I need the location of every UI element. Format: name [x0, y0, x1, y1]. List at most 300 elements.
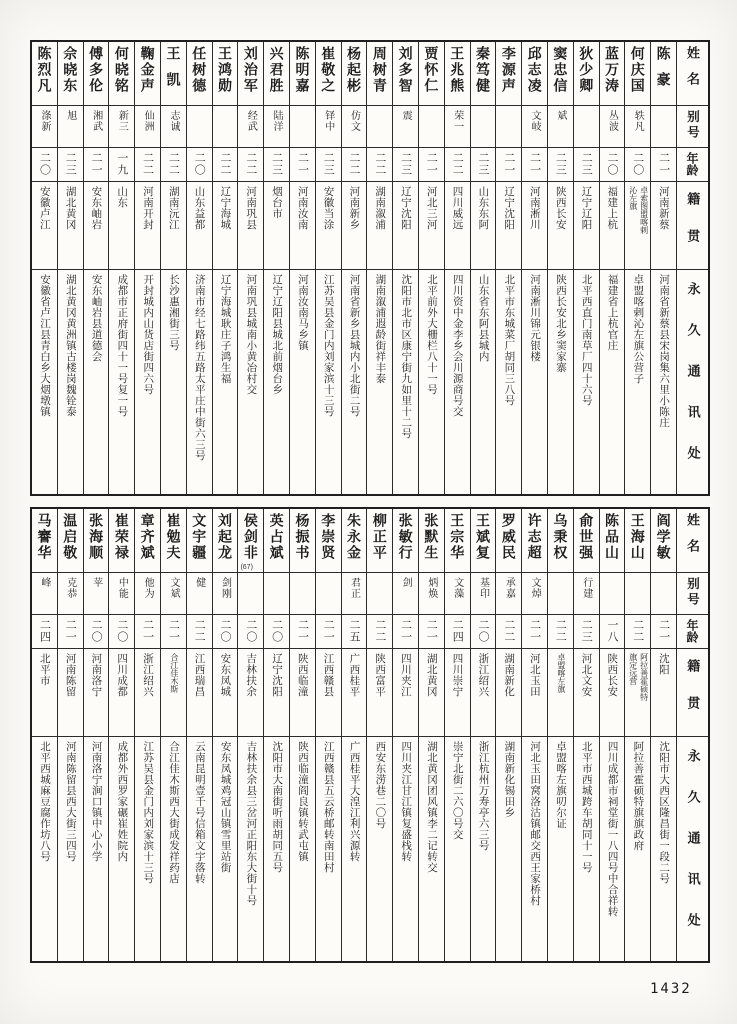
header-alias-text: 别号: [685, 577, 700, 608]
entry-column: [108, 42, 134, 494]
entry-address-text: 北平市西城跨车胡同十一号: [580, 741, 593, 873]
header-name-text: 姓名: [685, 513, 700, 565]
entry-address: [238, 270, 263, 494]
header-name-text: 姓名: [685, 46, 700, 98]
entry-address: [600, 737, 625, 961]
entry-origin: [393, 182, 418, 270]
entry-age-text: 二〇: [631, 152, 644, 176]
entry-address: [84, 270, 109, 494]
entry-origin: [58, 182, 83, 270]
entry-address-text: 云南昆明壹千号信箱文宇落转: [193, 741, 206, 884]
entry-origin-text: 陕西富平: [374, 653, 387, 697]
entry-origin-text: 沈阳: [657, 653, 670, 675]
entry-name-text: 狄少卿: [578, 46, 595, 94]
entry-origin-text: 山东益都: [193, 186, 206, 230]
entry-age: [522, 148, 547, 182]
entry-alias: [548, 106, 573, 148]
entry-alias-text: 湘武: [90, 110, 102, 132]
header-age-text: 年龄: [685, 152, 699, 176]
entry-name: [238, 42, 263, 106]
entry-alias: [342, 573, 367, 615]
entry-alias: [187, 106, 212, 148]
entry-origin-text: 湖北黄冈: [64, 186, 77, 230]
header-address-text: 永久通讯处: [685, 749, 701, 954]
entry-name: [419, 42, 444, 106]
entry-name-text: 贾怀仁: [423, 46, 440, 94]
entry-name: [135, 509, 160, 573]
entry-note: (67): [240, 564, 253, 571]
entry-column: [108, 509, 134, 961]
entry-origin-text: 河南汝南: [296, 186, 309, 230]
entry-name: [548, 42, 573, 106]
entry-origin: [522, 649, 547, 737]
entry-column: [57, 42, 83, 494]
entry-origin: [264, 182, 289, 270]
entry-address: [58, 270, 83, 494]
entry-name-text: 王鸿勋: [217, 46, 234, 94]
entry-age-text: 一九: [115, 152, 128, 176]
entry-alias: [393, 573, 418, 615]
entry-alias: [161, 573, 186, 615]
entry-origin-text: 卓盟喀左旗: [556, 653, 566, 693]
header-origin-text: 籍贯: [685, 659, 701, 733]
entry-age: [187, 148, 212, 182]
entry-age: [290, 615, 315, 649]
entry-alias: [187, 573, 212, 615]
entry-age: [161, 148, 186, 182]
entry-alias: [290, 573, 315, 615]
entry-name-text: 陈豪: [655, 46, 672, 98]
entry-age-text: 二一: [296, 152, 309, 176]
entry-address-text: 崇宁北街二六〇号交: [451, 741, 464, 840]
entry-alias-text: 基印: [477, 577, 489, 599]
entry-origin-text: 河北文安: [580, 653, 593, 697]
entry-origin-text: 福建上杭: [606, 186, 619, 230]
entry-origin-text: 四川成都: [116, 653, 129, 697]
entry-name: [471, 42, 496, 106]
entry-age: [238, 148, 263, 182]
header-address: [677, 270, 708, 494]
entry-column: [315, 42, 341, 494]
entry-origin-text: 安徽卢江: [38, 186, 51, 230]
entry-address: [109, 737, 134, 961]
entry-name-text: 刘多智: [397, 46, 414, 94]
entry-alias: [161, 106, 186, 148]
header-origin: [677, 649, 708, 737]
entry-origin-text: 浙江绍兴: [477, 653, 490, 697]
entry-age-text: 二三: [322, 152, 335, 176]
entry-age: [342, 148, 367, 182]
entry-origin: [471, 182, 496, 270]
entry-age: [600, 148, 625, 182]
entry-address-text: 河南淅川锦元银楼: [529, 274, 542, 362]
entry-origin-text: 河北玉田: [528, 653, 541, 697]
entry-name: [32, 509, 57, 573]
entry-alias: [496, 573, 521, 615]
entry-address: [135, 737, 160, 961]
header-alias: [677, 573, 708, 615]
entry-column: [495, 42, 521, 494]
entry-alias: [419, 573, 444, 615]
entry-origin-text: 陕西临潼: [296, 653, 309, 697]
entry-alias: [445, 106, 470, 148]
entry-address: [548, 270, 573, 494]
entry-alias: [32, 573, 57, 615]
entry-name: [316, 509, 341, 573]
entry-column: [521, 509, 547, 961]
entry-address-text: 吉林扶余县三岔河正阳东大街十号: [245, 741, 258, 906]
entry-alias-text: 仿文: [348, 110, 360, 132]
entry-alias-text: 克恭: [64, 577, 76, 599]
entry-age: [84, 615, 109, 649]
entry-name-text: 何庆国: [629, 46, 646, 94]
entry-age-text: 二一: [657, 152, 670, 176]
entry-address-text: 福建省上杭官庄: [606, 274, 619, 351]
entry-age-text: 二二: [167, 152, 180, 176]
entry-age: [419, 615, 444, 649]
entry-age-text: 二二: [373, 619, 386, 643]
entry-origin: [109, 182, 134, 270]
entry-alias-text: 文藻: [451, 577, 463, 599]
entry-origin: [625, 649, 650, 737]
entry-address: [135, 270, 160, 494]
entry-alias-text: 剑: [400, 577, 412, 588]
entry-address: [445, 270, 470, 494]
header-address-text: 永久通讯处: [685, 282, 701, 487]
entry-alias: [84, 573, 109, 615]
entry-origin-text: 陕西长安: [606, 653, 619, 697]
entry-origin-text: 江西瑞昌: [193, 653, 206, 697]
entry-address-text: 广西桂平大湟江利兴源转: [348, 741, 361, 862]
entry-alias-text: 行建: [580, 577, 592, 599]
entry-origin: [58, 649, 83, 737]
entry-age-text: 二四: [451, 619, 464, 643]
entry-address-text: 辽宁海城耿庄子鸿生福: [219, 274, 232, 384]
entry-origin: [574, 182, 599, 270]
entry-name: [58, 42, 83, 106]
entry-origin-text: 阿拉善霍硕特旗定远营: [628, 653, 649, 701]
entry-alias: [58, 573, 83, 615]
entry-address-text: 北平西直门南草厂四十六号: [580, 274, 593, 406]
entry-alias: [84, 106, 109, 148]
entry-name-text: 罗威民: [500, 513, 517, 561]
entry-age: [213, 615, 238, 649]
entry-name-text: 李崇贤: [320, 513, 337, 561]
entry-column: [392, 509, 418, 961]
entry-name-text: 乌秉权: [552, 513, 569, 561]
entry-age-text: 二二: [141, 152, 154, 176]
entry-address-text: 合江佳木斯西大街成发祥药店: [168, 741, 181, 884]
entry-address: [290, 270, 315, 494]
entry-address: [316, 737, 341, 961]
entry-address-text: 河南汝南马乡镇: [297, 274, 309, 351]
entry-alias: [213, 106, 238, 148]
entry-origin: [548, 182, 573, 270]
entry-name: [600, 42, 625, 106]
entry-age: [522, 615, 547, 649]
entry-origin: [496, 182, 521, 270]
entry-origin: [32, 182, 57, 270]
entry-address-text: 河南省新乡县城内小北街二号: [348, 274, 361, 417]
entry-address: [58, 737, 83, 961]
entry-alias: [264, 106, 289, 148]
entry-alias: [393, 106, 418, 148]
entry-origin-text: 湖南新化: [503, 653, 516, 697]
entry-origin: [367, 649, 392, 737]
entry-origin-text: 陕西长安: [554, 186, 567, 230]
entry-address-text: 山东省东阿县城内: [477, 274, 490, 362]
entry-name: [471, 509, 496, 573]
entry-alias: [238, 106, 263, 148]
entry-age-text: 二三: [580, 619, 593, 643]
entry-origin: [651, 182, 676, 270]
entry-column: [366, 42, 392, 494]
entry-origin: [367, 182, 392, 270]
entry-name: [161, 42, 186, 106]
entry-alias-text: 承嘉: [503, 577, 515, 599]
entry-age-text: 二四: [38, 619, 51, 643]
entry-age: [548, 148, 573, 182]
entry-age-text: 二一: [528, 619, 541, 643]
entry-age-text: 一八: [606, 619, 618, 643]
entry-column: [444, 509, 470, 961]
entry-address: [496, 270, 521, 494]
entry-address: [213, 737, 238, 961]
entry-address-text: 浙江杭州万寿亭六三号: [477, 741, 490, 851]
entry-age-text: 二一: [64, 619, 77, 643]
entry-origin-text: 江西赣县: [322, 653, 335, 697]
entry-alias: [574, 573, 599, 615]
header-age: [677, 148, 708, 182]
entry-age-text: 二一: [657, 619, 670, 643]
entry-address: [213, 270, 238, 494]
entry-column: [83, 42, 109, 494]
entry-alias-text: 震: [400, 110, 412, 121]
entry-column: [32, 509, 57, 961]
entry-column: [470, 42, 496, 494]
entry-age: [496, 148, 521, 182]
entry-address: [651, 737, 676, 961]
entry-address: [625, 270, 650, 494]
entry-origin-text: 浙江绍兴: [141, 653, 154, 697]
entry-address-text: 沈阳市北市区康宁街九如里十二号: [400, 274, 413, 439]
entry-origin: [135, 649, 160, 737]
entry-origin: [84, 182, 109, 270]
entry-column: [341, 42, 367, 494]
entry-column: [341, 509, 367, 961]
entry-alias: [625, 573, 650, 615]
entry-age-text: 二一: [425, 619, 438, 643]
entry-address: [161, 270, 186, 494]
entry-origin: [496, 649, 521, 737]
entry-origin: [651, 649, 676, 737]
entry-age-text: 二〇: [193, 152, 206, 176]
entry-origin: [548, 649, 573, 737]
entry-address: [367, 737, 392, 961]
entry-age: [548, 615, 573, 649]
entry-origin-text: 四川崇宁: [451, 653, 464, 697]
entry-address-text: 沈阳市大西区隆昌街一段二号: [658, 741, 671, 884]
entry-age-text: 二一: [167, 619, 180, 643]
entry-age-text: 二一: [296, 619, 309, 643]
entry-address-text: 西安东涝巷二〇号: [374, 741, 387, 829]
entry-alias: [548, 573, 573, 615]
entry-age: [651, 148, 676, 182]
entry-name: [161, 509, 186, 573]
entry-address: [419, 737, 444, 961]
entry-address: [522, 737, 547, 961]
entry-column: [470, 509, 496, 961]
entry-column: [32, 42, 57, 494]
entry-name-text: 陈明嘉: [294, 46, 311, 94]
entry-name: [367, 509, 392, 573]
entry-alias-text: 荣一: [451, 110, 463, 132]
entry-alias: [445, 573, 470, 615]
entry-name-text: 傅多伦: [88, 46, 105, 94]
entry-name: [316, 42, 341, 106]
entry-name-text: 周树青: [371, 46, 388, 94]
header-alias-text: 别号: [685, 110, 700, 141]
entry-address-text: 江苏吴县金门内刘家滨十三号: [142, 741, 155, 884]
entry-alias-text: 他为: [142, 577, 154, 599]
entry-origin-text: 河南新蔡: [657, 186, 670, 230]
entry-name: [496, 509, 521, 573]
entry-column: [650, 42, 676, 494]
entry-origin-text: 山东: [116, 186, 129, 208]
entry-alias: [471, 106, 496, 148]
entry-origin: [574, 649, 599, 737]
entry-column: [392, 42, 418, 494]
entry-name: [600, 509, 625, 573]
entry-age: [135, 148, 160, 182]
entry-alias-text: 涤新: [38, 110, 50, 132]
entry-age: [367, 615, 392, 649]
entry-name: [290, 509, 315, 573]
entry-origin-text: 湖南溆浦: [374, 186, 387, 230]
entry-alias-text: 中能: [116, 577, 128, 599]
entry-age-text: 二〇: [219, 619, 232, 643]
entry-column: [186, 42, 212, 494]
entry-alias: [238, 573, 263, 615]
entry-name-text: 王斌复: [475, 513, 492, 561]
entry-age: [471, 148, 496, 182]
entry-name: [264, 42, 289, 106]
entry-name-text: 张默生: [423, 513, 440, 561]
entry-origin-text: 辽宁沈阳: [270, 653, 283, 697]
entry-age: [109, 615, 134, 649]
entry-address: [187, 737, 212, 961]
entry-alias: [135, 106, 160, 148]
entry-address-text: 安徽省卢江县青白乡大烟墩镇: [39, 274, 52, 417]
entry-age-text: 二二: [631, 619, 644, 643]
entry-age: [238, 615, 263, 649]
entry-name: [393, 509, 418, 573]
entry-origin-text: 河北三河: [425, 186, 438, 230]
entry-age-text: 二一: [90, 152, 103, 176]
entry-age-text: 二〇: [606, 152, 618, 176]
entry-age: [445, 148, 470, 182]
entry-column: [624, 42, 650, 494]
entry-column: [212, 42, 238, 494]
entry-age: [109, 148, 134, 182]
entry-column: [418, 42, 444, 494]
entry-name-text: 秦笃健: [475, 46, 492, 94]
entry-alias: [135, 573, 160, 615]
entry-name: [238, 509, 263, 573]
entry-name-text: 李源声: [500, 46, 517, 94]
entry-alias: [367, 106, 392, 148]
entry-age-text: 二五: [348, 619, 361, 643]
entry-address: [316, 270, 341, 494]
entry-alias: [316, 573, 341, 615]
entry-age: [264, 148, 289, 182]
entry-address-text: 成都市正府街四十一号复一号: [116, 274, 129, 417]
entry-origin-text: 河南淅川: [528, 186, 541, 230]
entry-age-text: 二二: [502, 619, 515, 643]
entry-alias-text: 文焯: [529, 577, 541, 599]
entry-column: [160, 42, 186, 494]
entry-name: [58, 509, 83, 573]
entry-age-text: 二〇: [270, 619, 283, 643]
entry-origin-text: 安东凤城: [219, 653, 232, 697]
entry-name: [135, 42, 160, 106]
entry-age-text: 二二: [451, 152, 464, 176]
entry-name: [109, 509, 134, 573]
entry-age: [574, 615, 599, 649]
entry-origin-text: 广西桂平: [348, 653, 361, 697]
entry-origin: [471, 649, 496, 737]
entry-origin-text: 辽宁辽阳: [580, 186, 593, 230]
entry-column: [134, 509, 160, 961]
entry-address-text: 阿拉善霍硕特旗旗政府: [632, 741, 645, 851]
entry-name-text: 俞世强: [578, 513, 595, 561]
entry-alias: [419, 106, 444, 148]
entry-address: [238, 737, 263, 961]
entry-name: [574, 42, 599, 106]
entry-origin-text: 安徽当涂: [322, 186, 335, 230]
entry-address-text: 河南省新蔡县宋岗集六里小陈庄: [658, 274, 671, 428]
entry-name: [625, 42, 650, 106]
entry-name: [625, 509, 650, 573]
entry-address-text: 开封城内山货店街四六号: [142, 274, 155, 395]
entry-age: [393, 148, 418, 182]
entry-name-text: 何晓铭: [113, 46, 130, 94]
entry-alias-text: 健: [193, 577, 205, 588]
header-age: [677, 615, 708, 649]
entry-name-text: 陈烈凡: [36, 46, 53, 94]
entry-origin-text: 辽宁沈阳: [399, 186, 412, 230]
entry-name: [522, 42, 547, 106]
entry-origin-text: 安东岫岩: [90, 186, 103, 230]
entry-age: [471, 615, 496, 649]
entry-age-text: 二二: [193, 619, 206, 643]
entry-address: [290, 737, 315, 961]
entry-column: [160, 509, 186, 961]
entry-name-text: 英占斌: [268, 513, 285, 561]
entry-address-text: 河南陈留县西大街三四号: [64, 741, 77, 862]
entry-origin-text: 辽宁海城: [219, 186, 232, 230]
entry-address-text: 济南市经七路纬五路太平庄中街六三号: [193, 274, 206, 461]
entry-column: [237, 42, 263, 494]
entry-name-text: 温启敬: [62, 513, 79, 561]
header-name: [677, 509, 708, 573]
entry-origin: [161, 649, 186, 737]
entry-age: [625, 615, 650, 649]
entry-address-text: 河南巩县城南小黄冶村交: [245, 274, 258, 395]
entry-age-text: 二〇: [244, 619, 257, 643]
entry-address-text: 河北玉田窝洛沽镇邮交西王家桥村: [529, 741, 542, 906]
entry-address-text: 湖北黄冈团风镇李二记转交: [425, 741, 438, 873]
